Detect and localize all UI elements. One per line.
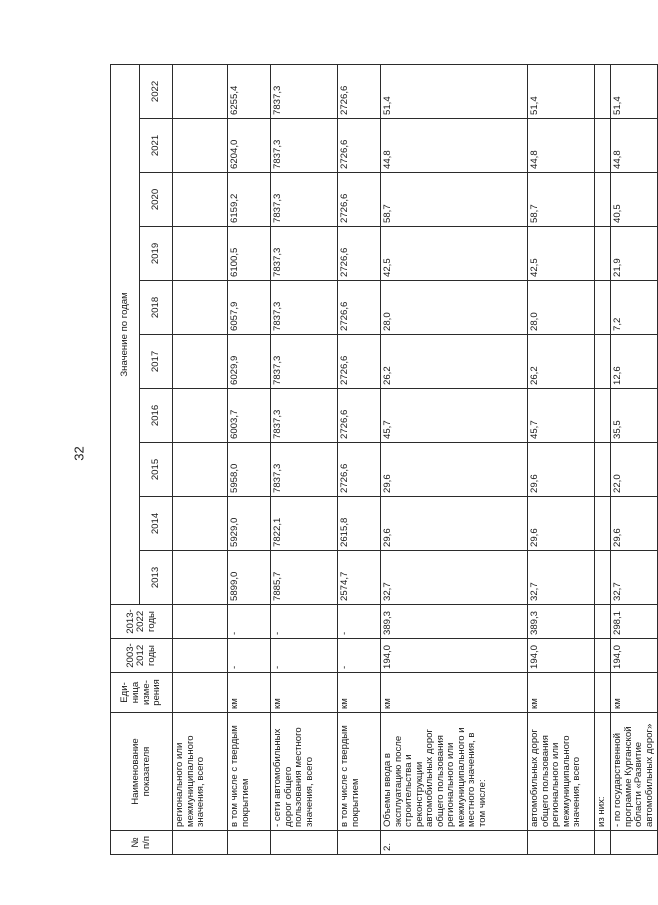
cell-year-value: 58,7	[381, 173, 528, 227]
cell-year-value	[173, 389, 228, 443]
cell-year-value: 2726,6	[338, 119, 381, 173]
cell-year-value: 58,7	[528, 173, 595, 227]
cell-year-value: 6255,4	[228, 64, 271, 118]
cell-year-value	[595, 497, 611, 551]
cell-year-value: 26,2	[528, 335, 595, 389]
cell-year-value	[173, 281, 228, 335]
cell-year-value: 12,6	[611, 335, 658, 389]
cell-unit: км	[228, 673, 271, 713]
page-number: 32	[71, 446, 87, 461]
table-row	[595, 64, 611, 854]
cell-year-value	[595, 281, 611, 335]
cell-year-value	[173, 119, 228, 173]
table-row	[611, 64, 658, 854]
cell-year-value: 7837,3	[271, 443, 338, 497]
cell-period-a: -	[338, 639, 381, 673]
cell-name: из них:	[595, 713, 611, 831]
cell-name: в том числе с твердым покрытием	[228, 713, 271, 831]
cell-unit	[173, 673, 228, 713]
cell-year-value	[595, 551, 611, 605]
cell-unit: км	[271, 673, 338, 713]
cell-period-b: 389,3	[381, 605, 528, 639]
cell-unit: км	[528, 673, 595, 713]
cell-year-value: 44,8	[611, 119, 658, 173]
cell-period-b: -	[271, 605, 338, 639]
header-period-a: 2003-2012 годы	[111, 639, 173, 673]
cell-period-a	[173, 639, 228, 673]
cell-year-value: 51,4	[381, 64, 528, 118]
cell-year-value: 29,6	[528, 443, 595, 497]
header-unit: Еди-ница изме-рения	[111, 673, 173, 713]
cell-year-value	[595, 227, 611, 281]
header-year: 2017	[140, 335, 173, 389]
cell-name: регионального или межмуниципального значения, всего	[173, 713, 228, 831]
cell-year-value: 26,2	[381, 335, 528, 389]
cell-period-b	[173, 605, 228, 639]
header-no: № п/п	[111, 831, 173, 855]
cell-year-value	[595, 64, 611, 118]
cell-unit	[595, 673, 611, 713]
cell-year-value	[173, 497, 228, 551]
cell-year-value: 29,6	[528, 497, 595, 551]
cell-period-a	[595, 639, 611, 673]
cell-year-value: 32,7	[381, 551, 528, 605]
header-year: 2021	[140, 119, 173, 173]
cell-year-value: 5958,0	[228, 443, 271, 497]
cell-year-value: 42,5	[381, 227, 528, 281]
cell-year-value: 42,5	[528, 227, 595, 281]
cell-unit: км	[611, 673, 658, 713]
header-year: 2015	[140, 443, 173, 497]
header-year: 2019	[140, 227, 173, 281]
header-name: Наименование показателя	[111, 713, 173, 831]
cell-name: автомобильных дорог общего пользования регионального или межмуниципального значения, всего	[528, 713, 595, 831]
cell-year-value: 6057,9	[228, 281, 271, 335]
cell-year-value: 32,7	[528, 551, 595, 605]
cell-year-value	[173, 173, 228, 227]
cell-year-value: 28,0	[381, 281, 528, 335]
cell-year-value: 29,6	[611, 497, 658, 551]
cell-year-value: 7837,3	[271, 119, 338, 173]
cell-year-value	[173, 227, 228, 281]
cell-name: - сети автомобильных дорог общего пользования местного значения, всего	[271, 713, 338, 831]
cell-year-value: 28,0	[528, 281, 595, 335]
table-row	[338, 64, 381, 854]
cell-year-value: 2726,6	[338, 227, 381, 281]
cell-year-value: 6003,7	[228, 389, 271, 443]
cell-year-value: 2574,7	[338, 551, 381, 605]
cell-year-value: 21,9	[611, 227, 658, 281]
cell-period-b: 389,3	[528, 605, 595, 639]
cell-period-b: 298,1	[611, 605, 658, 639]
cell-unit: км	[381, 673, 528, 713]
cell-year-value: 2726,6	[338, 335, 381, 389]
cell-year-value	[173, 443, 228, 497]
header-year: 2020	[140, 173, 173, 227]
cell-no	[611, 831, 658, 855]
header-period-b: 2013-2022 годы	[111, 605, 173, 639]
header-year: 2014	[140, 497, 173, 551]
header-year: 2013	[140, 551, 173, 605]
cell-period-a: -	[228, 639, 271, 673]
cell-year-value: 32,7	[611, 551, 658, 605]
cell-year-value: 44,8	[528, 119, 595, 173]
table-row	[528, 64, 595, 854]
cell-no	[338, 831, 381, 855]
cell-no	[528, 831, 595, 855]
table-row	[228, 64, 271, 854]
header-year: 2018	[140, 281, 173, 335]
cell-year-value: 29,6	[381, 497, 528, 551]
cell-year-value: 6029,9	[228, 335, 271, 389]
cell-unit: км	[338, 673, 381, 713]
header-year: 2016	[140, 389, 173, 443]
cell-year-value	[595, 443, 611, 497]
cell-name: Объемы ввода в эксплуатацию после строительства и реконструкции автомобильных дорог общего пользования регионального или межмуниципального и местного значения, в том числе:	[381, 713, 528, 831]
table-row	[173, 64, 228, 854]
cell-year-value: 7837,3	[271, 227, 338, 281]
cell-year-value: 51,4	[611, 64, 658, 118]
cell-year-value: 5899,0	[228, 551, 271, 605]
cell-no	[173, 831, 228, 855]
indicators-table	[110, 64, 658, 855]
cell-no	[595, 831, 611, 855]
cell-year-value: 6204,0	[228, 119, 271, 173]
cell-period-a: 194,0	[381, 639, 528, 673]
cell-year-value: 7822,1	[271, 497, 338, 551]
cell-year-value	[595, 335, 611, 389]
table-row	[271, 64, 338, 854]
cell-year-value: 2726,6	[338, 173, 381, 227]
cell-period-b: -	[338, 605, 381, 639]
cell-year-value: 2615,8	[338, 497, 381, 551]
cell-year-value: 40,5	[611, 173, 658, 227]
cell-period-a: 194,0	[611, 639, 658, 673]
cell-year-value: 2726,6	[338, 281, 381, 335]
cell-year-value: 2726,6	[338, 64, 381, 118]
cell-year-value	[595, 119, 611, 173]
header-year: 2022	[140, 64, 173, 118]
cell-period-a: -	[271, 639, 338, 673]
cell-year-value: 2726,6	[338, 443, 381, 497]
cell-year-value	[595, 173, 611, 227]
cell-name: - по государственной программе Курганской области «Развитие автомобильных дорог»	[611, 713, 658, 831]
cell-no	[228, 831, 271, 855]
cell-year-value: 7837,3	[271, 389, 338, 443]
cell-year-value: 22,0	[611, 443, 658, 497]
cell-year-value	[173, 335, 228, 389]
cell-no: 2.	[381, 831, 528, 855]
table-row	[381, 64, 528, 854]
cell-year-value: 44,8	[381, 119, 528, 173]
cell-no	[271, 831, 338, 855]
cell-period-a: 194,0	[528, 639, 595, 673]
cell-year-value: 51,4	[528, 64, 595, 118]
cell-year-value: 7837,3	[271, 173, 338, 227]
cell-year-value: 45,7	[381, 389, 528, 443]
cell-year-value: 7837,3	[271, 64, 338, 118]
cell-year-value: 2726,6	[338, 389, 381, 443]
cell-year-value: 7837,3	[271, 281, 338, 335]
cell-year-value	[173, 64, 228, 118]
cell-period-b: -	[228, 605, 271, 639]
cell-year-value: 6100,5	[228, 227, 271, 281]
cell-year-value: 35,5	[611, 389, 658, 443]
header-values-group: Значение по годам	[111, 64, 140, 604]
cell-name: в том числе с твердым покрытием	[338, 713, 381, 831]
cell-year-value: 6159,2	[228, 173, 271, 227]
cell-year-value	[173, 551, 228, 605]
cell-year-value	[595, 389, 611, 443]
cell-year-value: 7837,3	[271, 335, 338, 389]
rotated-table-wrapper	[110, 65, 655, 855]
cell-year-value: 7,2	[611, 281, 658, 335]
cell-year-value: 29,6	[381, 443, 528, 497]
cell-period-b	[595, 605, 611, 639]
cell-year-value: 45,7	[528, 389, 595, 443]
cell-year-value: 5929,0	[228, 497, 271, 551]
cell-year-value: 7885,7	[271, 551, 338, 605]
